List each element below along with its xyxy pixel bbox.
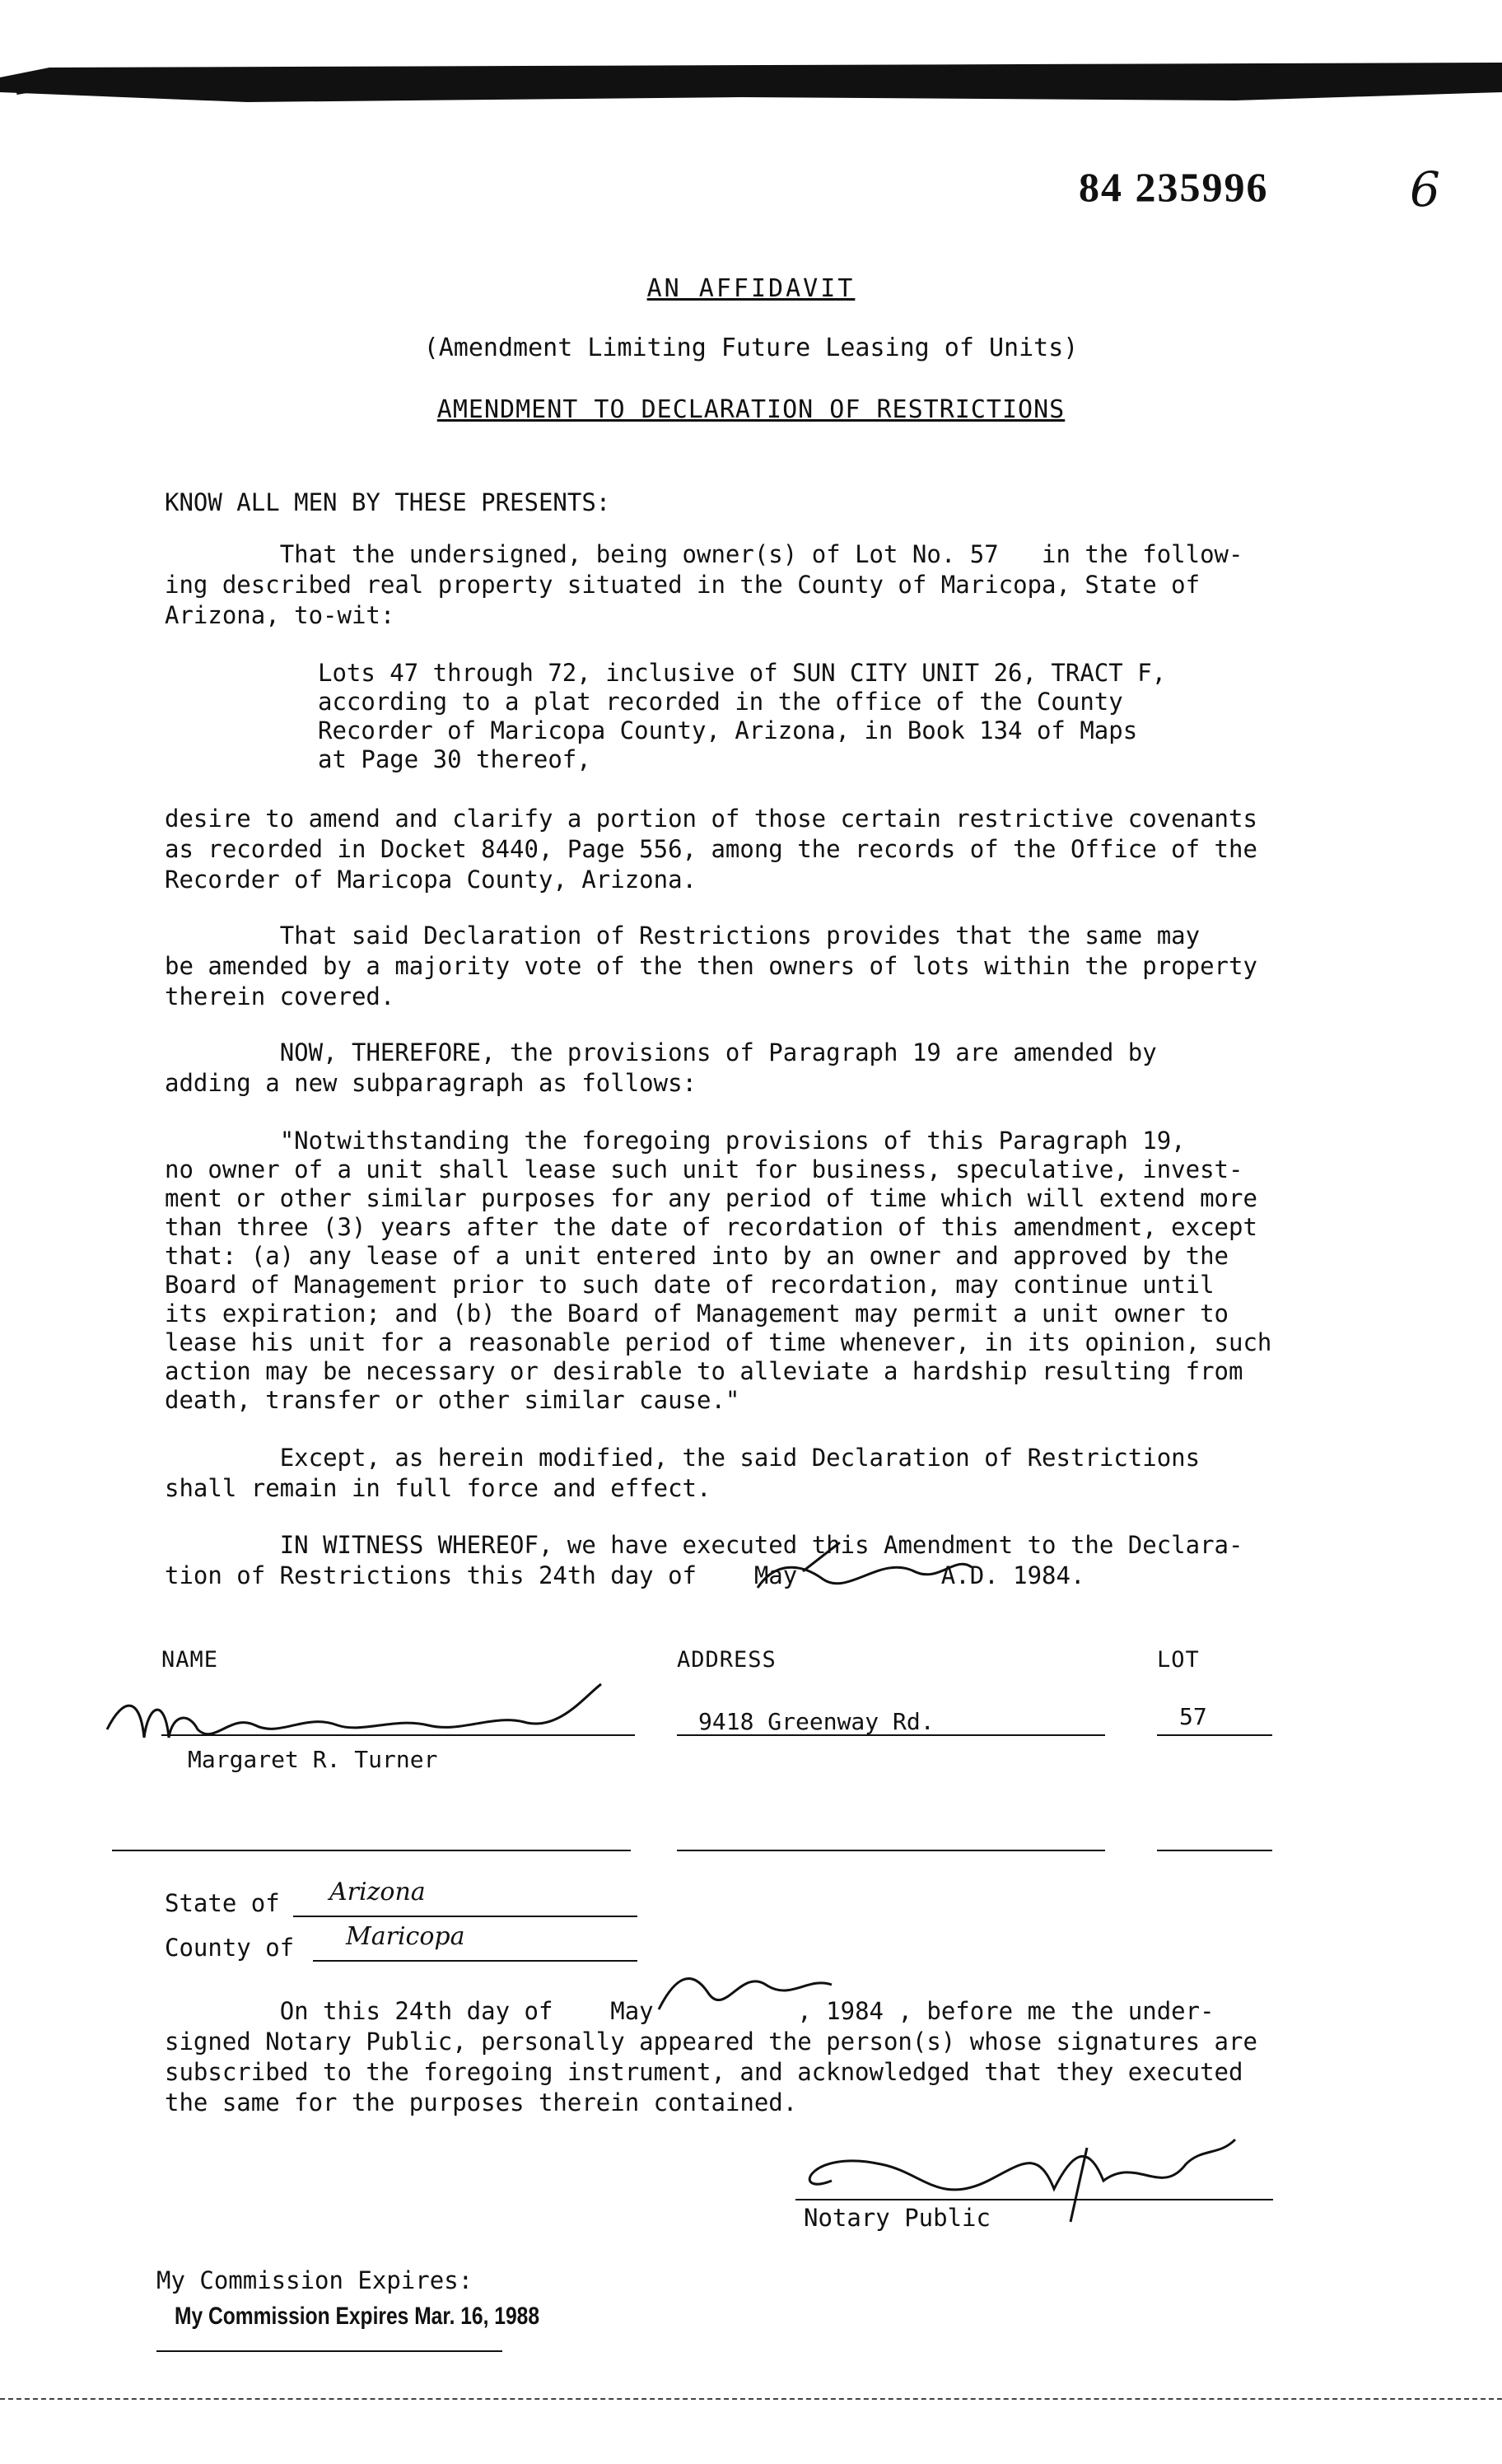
paragraph-covenants: desire to amend and clarify a portion of those certain restrictive covenants as recorded in Docket 8440, Page 556, among the records of the Office of the Recorder of Maricopa County, Arizona. (165, 805, 1257, 894)
owner-lot: 57 (1179, 1703, 1207, 1730)
column-lot-label: LOT (1157, 1647, 1200, 1673)
paragraph-except: Except, as herein modified, the said Declaration of Restrictions shall remain in full force and effect. (165, 1444, 1201, 1502)
county-line (313, 1960, 637, 1962)
notary-acknowledgment: On this 24th day of May , 1984 , before me the under- signed Notary Public, personally appeared the person(s) whose signatures are subscribed to the foregoing instrument, and acknowledged that they executed the same for the purposes therein contained. (165, 1997, 1257, 2116)
column-address-label: ADDRESS (677, 1647, 777, 1673)
document-subtitle: (Amendment Limiting Future Leasing of Units) (423, 334, 1079, 362)
commission-label: My Commission Expires: (156, 2266, 473, 2294)
address-line (677, 1734, 1105, 1736)
name-line-blank (112, 1850, 631, 1851)
amendment-quote: "Notwithstanding the foregoing provisions of this Paragraph 19, no owner of a unit shall lease such unit for business, speculative, invest- ment or other similar purposes for any period of time which will extend more than three (3) years after the date of recordation of this amendment, except that: (a) any lease of a unit entered into by an owner and approved by the Board of Management prior to such date of recordation, may continue until its expiration; and (b) the Board of Management may permit a unit owner to lease his unit for a reasonable period of time whenever, in its opinion, such action may be necessary or desirable to alleviate a hardship resulting from death, transfer or other similar cause." (165, 1127, 1272, 1414)
document-number: 84 235996 (1079, 164, 1269, 210)
property-description: Lots 47 through 72, inclusive of SUN CITY UNIT 26, TRACT F, according to a plat recorded in the office of the County Recorder of Maricopa County, Arizona, in Book 134 of Maps at Page 30 thereof, (318, 659, 1167, 773)
paragraph-witness: IN WITNESS WHEREOF, we have executed this Amendment to the Declara- tion of Restrictions this 24th day of May A.D. 1984. (165, 1531, 1243, 1589)
state-label: State of (165, 1889, 280, 1917)
paragraph-majority-vote: That said Declaration of Restrictions provides that the same may be amended by a majority vote of the then owners of lots within the property therein covered. (165, 922, 1257, 1010)
document-title: AN AFFIDAVIT (646, 274, 856, 303)
document-heading: AMENDMENT TO DECLARATION OF RESTRICTIONS (436, 395, 1066, 424)
owner-printed-name: Margaret R. Turner (188, 1746, 438, 1773)
scan-edge-bar (0, 59, 1502, 105)
county-value: Maricopa (346, 1922, 465, 1951)
address-line-blank (677, 1850, 1105, 1851)
scan-bottom-edge (0, 2398, 1502, 2400)
commission-line (156, 2350, 502, 2352)
owner-address: 9418 Greenway Rd. (698, 1708, 935, 1735)
state-line (293, 1916, 637, 1917)
notary-label: Notary Public (804, 2204, 991, 2232)
witness-date-mark (725, 1538, 988, 1604)
commission-stamp: My Commission Expires Mar. 16, 1988 (175, 2303, 540, 2330)
notary-date-mark (642, 1960, 988, 2026)
margin-annotation: 6 (1410, 161, 1440, 217)
state-value: Arizona (329, 1878, 426, 1906)
lot-line (1157, 1734, 1272, 1736)
name-line (161, 1734, 635, 1736)
column-name-label: NAME (161, 1647, 219, 1673)
notary-line (795, 2199, 1273, 2200)
lot-line-blank (1157, 1850, 1272, 1851)
know-all-men: KNOW ALL MEN BY THESE PRESENTS: (165, 488, 611, 516)
paragraph-therefore: NOW, THEREFORE, the provisions of Paragraph 19 are amended by adding a new subparagraph as follows: (165, 1038, 1157, 1097)
paragraph-ownership: That the undersigned, being owner(s) of Lot No. 57 in the follow- ing described real property situated in the County of Maricopa, State of Arizona, to-wit: (165, 540, 1243, 629)
county-label: County of (165, 1934, 295, 1962)
